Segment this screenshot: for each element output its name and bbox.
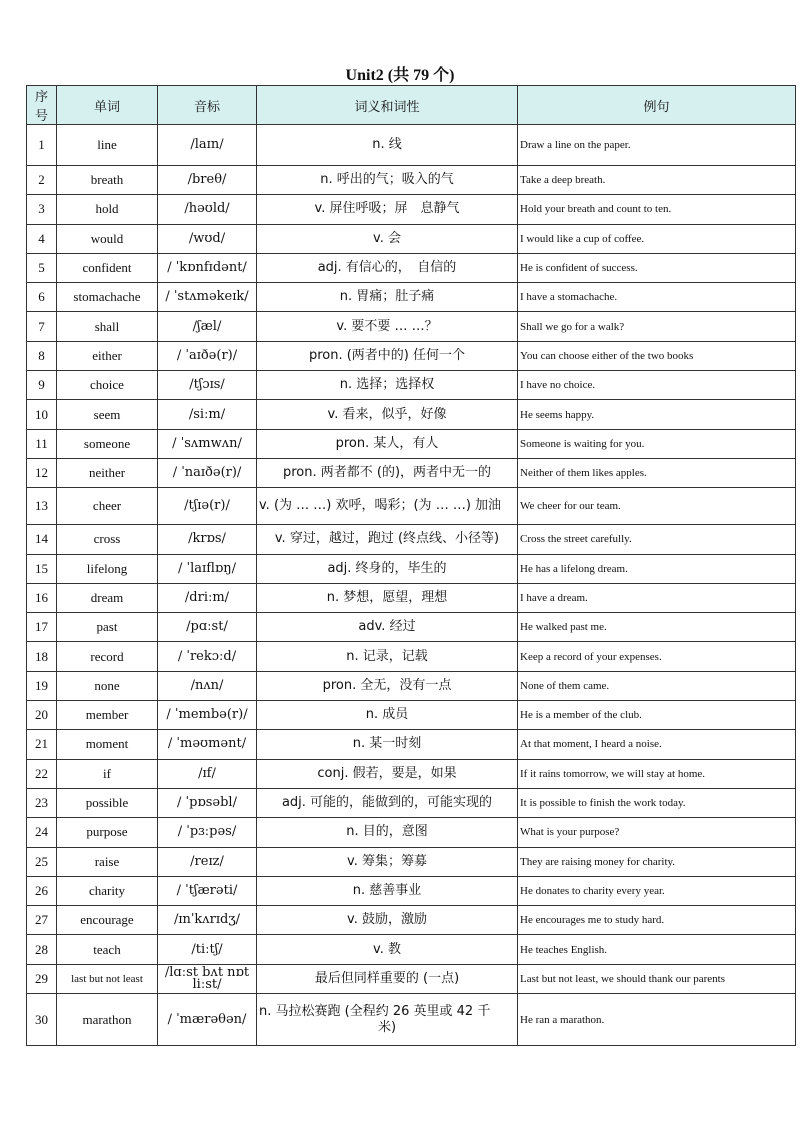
row-meaning: pron. 全无，没有一点	[257, 671, 518, 700]
row-example: He seems happy.	[518, 400, 796, 429]
row-number: 22	[27, 759, 57, 788]
table-row	[27, 701, 796, 730]
table-row	[27, 788, 796, 817]
row-example: You can choose either of the two books	[518, 341, 796, 370]
row-word: possible	[57, 788, 158, 817]
row-meaning: n. 某一时刻	[257, 730, 518, 759]
row-meaning: v. 要不要 … …？	[257, 312, 518, 341]
row-word: moment	[57, 730, 158, 759]
row-example: Hold your breath and count to ten.	[518, 195, 796, 224]
row-number: 8	[27, 341, 57, 370]
table-row	[27, 935, 796, 964]
row-example: He ran a marathon.	[518, 994, 796, 1046]
row-example: He encourages me to study hard.	[518, 906, 796, 935]
row-phonetic: / ˈsʌmwʌn/	[158, 429, 257, 458]
row-word: seem	[57, 400, 158, 429]
row-number: 2	[27, 166, 57, 195]
row-example: Cross the street carefully.	[518, 525, 796, 554]
table-row	[27, 583, 796, 612]
row-phonetic: / ˈpɒsəbl/	[158, 788, 257, 817]
row-phonetic: / ˈpɜːpəs/	[158, 818, 257, 847]
row-word: hold	[57, 195, 158, 224]
row-meaning: conj. 假若，要是，如果	[257, 759, 518, 788]
row-meaning: pron. 两者都不 (的)，两者中无一的	[257, 458, 518, 487]
row-meaning: 最后但同样重要的 (一点)	[257, 964, 518, 993]
row-meaning-main: n. 马拉松赛跑 (全程约 26 英里或 42 千	[259, 1003, 491, 1019]
row-meaning: adj. 有信心的， 自信的	[257, 253, 518, 282]
row-example: Draw a line on the paper.	[518, 125, 796, 166]
row-number: 28	[27, 935, 57, 964]
row-example: He teaches English.	[518, 935, 796, 964]
table-row	[27, 458, 796, 487]
row-phonetic: / ˈaɪðə(r)/	[158, 341, 257, 370]
row-meaning: adv. 经过	[257, 613, 518, 642]
row-word: charity	[57, 876, 158, 905]
row-meaning: n. 胃痛；肚子痛	[257, 283, 518, 312]
row-word: cheer	[57, 488, 158, 525]
row-phonetic: /reɪz/	[158, 847, 257, 876]
row-number: 24	[27, 818, 57, 847]
table-row	[27, 429, 796, 458]
table-row	[27, 253, 796, 282]
row-word: record	[57, 642, 158, 671]
row-phonetic: /tʃɔɪs/	[158, 371, 257, 400]
row-number: 20	[27, 701, 57, 730]
row-meaning: n. 选择；选择权	[257, 371, 518, 400]
row-word: raise	[57, 847, 158, 876]
row-phonetic: /laɪn/	[158, 125, 257, 166]
row-number: 23	[27, 788, 57, 817]
row-phonetic: / ˈkɒnfɪdənt/	[158, 253, 257, 282]
table-row	[27, 195, 796, 224]
row-word: dream	[57, 583, 158, 612]
row-example: It is possible to finish the work today.	[518, 788, 796, 817]
row-example: He walked past me.	[518, 613, 796, 642]
row-example: Keep a record of your expenses.	[518, 642, 796, 671]
row-meaning: n. 目的，意图	[257, 818, 518, 847]
row-number: 4	[27, 224, 57, 253]
row-number: 7	[27, 312, 57, 341]
header-phonetic: 音标	[158, 86, 257, 125]
row-phonetic: / ˈmembə(r)/	[158, 701, 257, 730]
row-phonetic: /ɪf/	[158, 759, 257, 788]
row-example: I have a dream.	[518, 583, 796, 612]
row-example: What is your purpose?	[518, 818, 796, 847]
row-example: Shall we go for a walk?	[518, 312, 796, 341]
header-meaning: 词义和词性	[257, 86, 518, 125]
row-number: 25	[27, 847, 57, 876]
row-word: neither	[57, 458, 158, 487]
row-phonetic: /həʊld/	[158, 195, 257, 224]
row-meaning: n. 成员	[257, 701, 518, 730]
table-row	[27, 906, 796, 935]
vocabulary-table	[26, 85, 796, 1046]
row-example: Neither of them likes apples.	[518, 458, 796, 487]
row-meaning: n. 记录，记载	[257, 642, 518, 671]
row-example: I have a stomachache.	[518, 283, 796, 312]
row-phonetic: /ɪnˈkʌrɪdʒ/	[158, 906, 257, 935]
row-example: If it rains tomorrow, we will stay at home.	[518, 759, 796, 788]
table-row	[27, 613, 796, 642]
row-number: 3	[27, 195, 57, 224]
row-phonetic: /nʌn/	[158, 671, 257, 700]
row-meaning: n. 呼出的气；吸入的气	[257, 166, 518, 195]
row-phonetic: / ˈlaɪflɒŋ/	[158, 554, 257, 583]
row-example: At that moment, I heard a noise.	[518, 730, 796, 759]
row-example: He has a lifelong dream.	[518, 554, 796, 583]
row-meaning: v. 鼓励，激励	[257, 906, 518, 935]
row-meaning: pron. (两者中的) 任何一个	[257, 341, 518, 370]
table-header-row	[27, 86, 796, 125]
table-row	[27, 671, 796, 700]
row-number: 30	[27, 994, 57, 1046]
row-meaning: v. 教	[257, 935, 518, 964]
row-phonetic: /siːm/	[158, 400, 257, 429]
row-example: They are raising money for charity.	[518, 847, 796, 876]
row-number: 29	[27, 964, 57, 993]
row-word: choice	[57, 371, 158, 400]
row-example: Someone is waiting for you.	[518, 429, 796, 458]
table-row	[27, 730, 796, 759]
row-number: 9	[27, 371, 57, 400]
table-row	[27, 847, 796, 876]
row-phonetic: / ˈtʃærəti/	[158, 876, 257, 905]
row-example: I have no choice.	[518, 371, 796, 400]
row-number: 5	[27, 253, 57, 282]
row-word: cross	[57, 525, 158, 554]
row-phonetic: /tʃɪə(r)/	[158, 488, 257, 525]
row-example: He is confident of success.	[518, 253, 796, 282]
row-word: marathon	[57, 994, 158, 1046]
row-word: shall	[57, 312, 158, 341]
table-row	[27, 642, 796, 671]
table-row	[27, 312, 796, 341]
row-example: Last but not least, we should thank our parents	[518, 964, 796, 993]
row-word: line	[57, 125, 158, 166]
row-word: if	[57, 759, 158, 788]
row-meaning: n. 梦想，愿望，理想	[257, 583, 518, 612]
table-row	[27, 759, 796, 788]
row-number: 18	[27, 642, 57, 671]
row-number: 17	[27, 613, 57, 642]
row-example: He donates to charity every year.	[518, 876, 796, 905]
row-meaning: adj. 可能的，能做到的，可能实现的	[257, 788, 518, 817]
table-row	[27, 488, 796, 525]
row-example: I would like a cup of coffee.	[518, 224, 796, 253]
row-phonetic: / ˈnaɪðə(r)/	[158, 458, 257, 487]
row-phonetic: /wʊd/	[158, 224, 257, 253]
row-number: 21	[27, 730, 57, 759]
row-number: 14	[27, 525, 57, 554]
row-phonetic: /breθ/	[158, 166, 257, 195]
row-word: confident	[57, 253, 158, 282]
row-number: 13	[27, 488, 57, 525]
table-row	[27, 224, 796, 253]
table-row	[27, 964, 796, 993]
table-row	[27, 400, 796, 429]
row-number: 15	[27, 554, 57, 583]
row-number: 12	[27, 458, 57, 487]
header-number: 序号	[27, 86, 57, 125]
row-phonetic: / ˈstʌməkeɪk/	[158, 283, 257, 312]
row-meaning: adj. 终身的，毕生的	[257, 554, 518, 583]
row-example: We cheer for our team.	[518, 488, 796, 525]
row-phonetic: /driːm/	[158, 583, 257, 612]
row-example: None of them came.	[518, 671, 796, 700]
row-word: none	[57, 671, 158, 700]
row-word: encourage	[57, 906, 158, 935]
row-meaning	[257, 994, 518, 1046]
row-phonetic: /pɑːst/	[158, 613, 257, 642]
table-row	[27, 125, 796, 166]
row-meaning: pron. 某人，有人	[257, 429, 518, 458]
header-word: 单词	[57, 86, 158, 125]
row-phonetic: /tiːtʃ/	[158, 935, 257, 964]
row-meaning: v. 看来，似乎，好像	[257, 400, 518, 429]
row-number: 19	[27, 671, 57, 700]
row-number: 6	[27, 283, 57, 312]
row-example: Take a deep breath.	[518, 166, 796, 195]
row-word: breath	[57, 166, 158, 195]
row-phonetic: /ʃæl/	[158, 312, 257, 341]
table-row	[27, 876, 796, 905]
table-row	[27, 371, 796, 400]
row-phonetic: / ˈrekɔːd/	[158, 642, 257, 671]
row-number: 26	[27, 876, 57, 905]
row-phonetic: /lɑːst bʌt nɒt liːst/	[158, 964, 257, 993]
row-word: someone	[57, 429, 158, 458]
row-word: lifelong	[57, 554, 158, 583]
table-row	[27, 994, 796, 1046]
row-word: either	[57, 341, 158, 370]
row-meaning: v. 穿过，越过，跑过 (终点线、小径等)	[257, 525, 518, 554]
row-meaning: v. 筹集；筹募	[257, 847, 518, 876]
row-meaning: v. (为 … …) 欢呼，喝彩；(为 … …) 加油	[257, 488, 518, 525]
row-meaning: v. 会	[257, 224, 518, 253]
table-row	[27, 166, 796, 195]
row-meaning: n. 线	[257, 125, 518, 166]
row-phonetic: /krɒs/	[158, 525, 257, 554]
row-word: teach	[57, 935, 158, 964]
row-word: member	[57, 701, 158, 730]
row-phonetic: / ˈmærəθən/	[158, 994, 257, 1046]
table-row	[27, 554, 796, 583]
row-word: past	[57, 613, 158, 642]
row-example: He is a member of the club.	[518, 701, 796, 730]
table-row	[27, 525, 796, 554]
row-word: would	[57, 224, 158, 253]
row-meaning: v. 屏住呼吸；屏 息静气	[257, 195, 518, 224]
row-word: stomachache	[57, 283, 158, 312]
row-number: 16	[27, 583, 57, 612]
row-number: 10	[27, 400, 57, 429]
table-row	[27, 283, 796, 312]
row-meaning: n. 慈善事业	[257, 876, 518, 905]
row-word: last but not least	[57, 964, 158, 993]
row-number: 11	[27, 429, 57, 458]
header-example: 例句	[518, 86, 796, 125]
table-row	[27, 818, 796, 847]
row-number: 1	[27, 125, 57, 166]
row-number: 27	[27, 906, 57, 935]
page-title: Unit2 (共 79 个)	[345, 67, 455, 84]
table-row	[27, 341, 796, 370]
row-word: purpose	[57, 818, 158, 847]
row-meaning-tail: 米)	[377, 1019, 397, 1035]
row-phonetic: / ˈməʊmənt/	[158, 730, 257, 759]
